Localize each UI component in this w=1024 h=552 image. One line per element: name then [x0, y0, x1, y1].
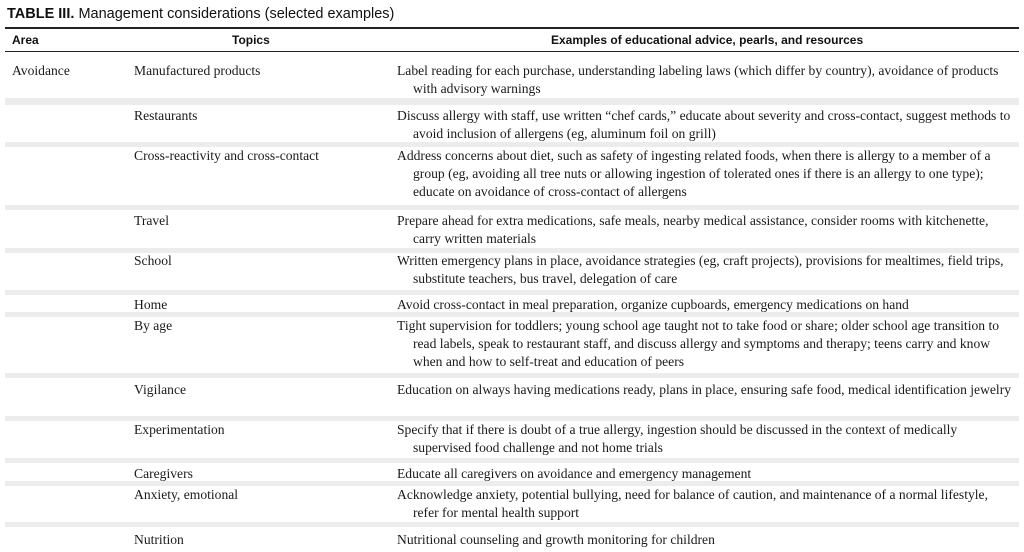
cell-example: Education on always having medications ready, plans in place, ensuring safe food, medical identification jewelry — [397, 382, 1012, 397]
cell-example: Specify that if there is doubt of a true allergy, ingestion should be discussed in the context of medically supervised food challenge and not home trials — [397, 422, 958, 455]
column-header-examples: Examples of educational advice, pearls, and resources — [551, 33, 864, 47]
column-header-topics: Topics — [232, 33, 270, 47]
cell-example: Nutritional counseling and growth monitoring for children — [397, 532, 715, 547]
cell-topic: Nutrition — [134, 532, 184, 547]
row-separator — [5, 458, 1019, 463]
table-title: Management considerations (selected examples) — [78, 6, 395, 22]
row-separator — [5, 522, 1019, 527]
cell-topic: Manufactured products — [134, 63, 261, 78]
cell-topic: School — [134, 253, 172, 268]
top-rule — [5, 27, 1019, 29]
cell-topic: Experimentation — [134, 422, 225, 437]
cell-example: Label reading for each purchase, understanding labeling laws (which differ by country), avoidance of products with advisory warnings — [397, 63, 999, 96]
cell-topic: Anxiety, emotional — [134, 487, 239, 502]
cell-example: Acknowledge anxiety, potential bullying, need for balance of caution, and maintenance of a normal lifestyle, refer for mental health support — [397, 487, 988, 520]
cell-example: Educate all caregivers on avoidance and emergency management — [397, 466, 752, 481]
cell-example: Address concerns about diet, such as safety of ingesting related foods, when there is allergy to a member of a group (eg, avoiding all tree nuts or allowing ingestion of tolerated ones if there is an allergy to one type); educate on avoidance of cross-contact of allergens — [397, 148, 991, 199]
row-separator — [5, 98, 1019, 105]
cell-example: Prepare ahead for extra medications, safe meals, nearby medical assistance, consider rooms with kitchenette, carry written materials — [397, 213, 989, 246]
cell-area: Avoidance — [12, 63, 70, 78]
cell-example: Avoid cross-contact in meal preparation, organize cupboards, emergency medications on hand — [397, 297, 909, 312]
cell-example: Discuss allergy with staff, use written “chef cards,” educate about severity and cross-contact, suggest methods to avoid inclusion of allergens (eg, aluminum foil on grill) — [397, 108, 1011, 141]
column-header-area: Area — [12, 33, 39, 47]
cell-topic: Vigilance — [134, 382, 187, 397]
row-separator — [5, 373, 1019, 378]
cell-example: Tight supervision for toddlers; young school age taught not to take food or share; older school age transition to read labels, speak to restaurant staff, and discuss allergy and symptoms and therapy; teens carry and know when and how to self-treat and education of peers — [397, 318, 1000, 369]
row-separator — [5, 290, 1019, 295]
cell-topic: Home — [134, 297, 168, 312]
header-rule — [5, 51, 1019, 52]
cell-topic: Caregivers — [134, 466, 193, 481]
cell-example: Written emergency plans in place, avoidance strategies (eg, craft projects), provisions for mealtimes, field trips, substitute teachers, bus travel, delegation of care — [397, 253, 1004, 286]
cell-topic: Cross-reactivity and cross-contact — [134, 148, 319, 163]
cell-topic: Travel — [134, 213, 169, 228]
table-label: TABLE III. — [7, 6, 75, 22]
cell-topic: By age — [134, 318, 173, 333]
row-separator — [5, 205, 1019, 210]
cell-topic: Restaurants — [134, 108, 198, 123]
table-caption — [7, 6, 394, 22]
